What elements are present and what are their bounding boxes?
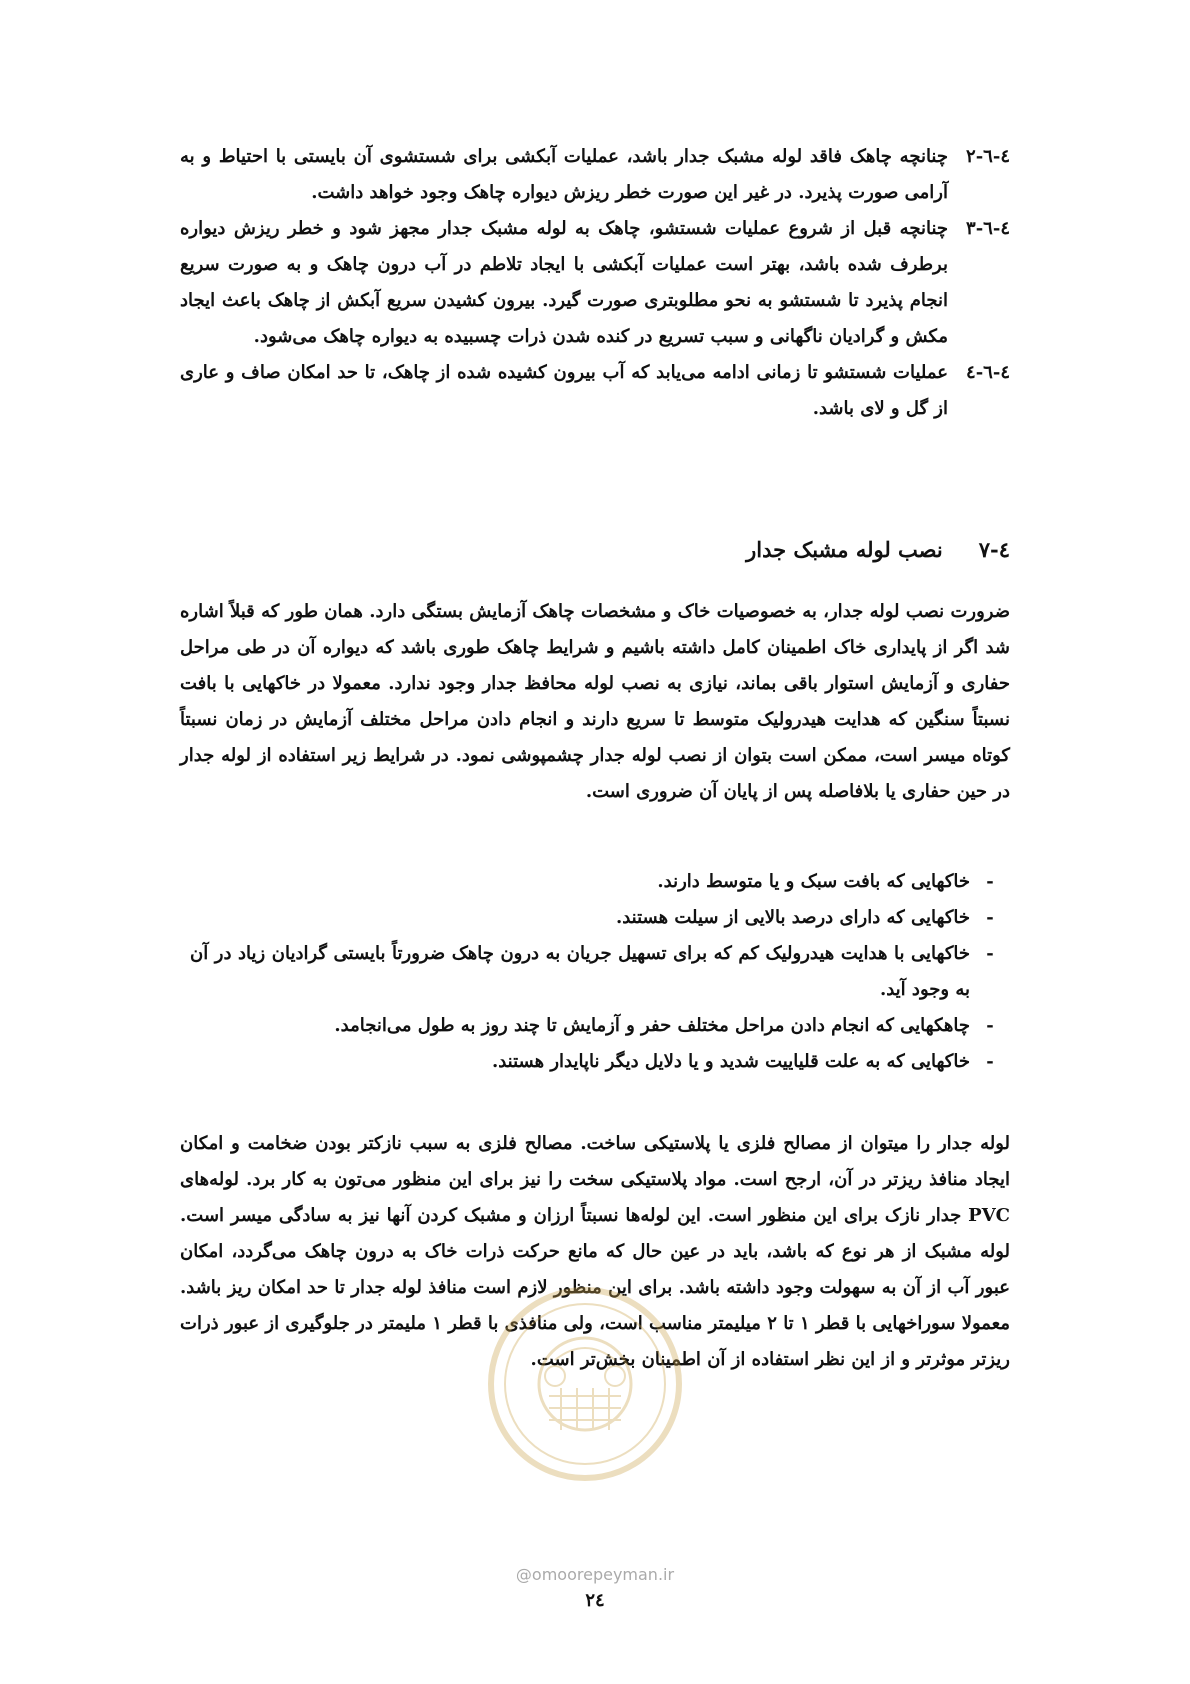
page-number: ٢٤ [585,1590,605,1611]
item-number: ٤-٦-٣ [966,218,1010,239]
list-item-text: خاکهایی که بافت سبک و یا متوسط دارند. [657,871,970,892]
bullet-marker: - [986,943,994,964]
list-item [180,1044,1010,1080]
numbered-item-4-6-4 [180,355,1010,427]
bullet-marker: - [986,1051,994,1072]
item-number: ٤-٦-٤ [966,362,1010,383]
bullet-marker: - [986,907,994,928]
list-item-text: خاکهایی با هدایت هیدرولیک کم که برای تسهیل جریان به درون چاهک ضرورتاً بایستی گرادیان زیاد در آن به وجود آید. [190,943,970,1000]
list-item [180,936,1010,1008]
numbered-item-4-6-2 [180,139,1010,211]
item-text: چنانچه چاهک فاقد لوله مشبک جدار باشد، عملیات آبکشی برای شستشوی آن بایستی با احتیاط و به آرامی صورت پذیرد. در غیر این صورت خطر ریزش دیواره چاهک وجود خواهد داشت. [180,146,948,203]
document-page [180,0,1010,1684]
list-item [180,864,1010,900]
paragraph-casing-necessity: ضرورت نصب لوله جدار، به خصوصیات خاک و مشخصات چاهک آزمایش بستگی دارد. همان طور که قبلاً اشاره شد اگر از پایداری خاک اطمینان کامل داشته باشیم و شرایط چاهک طوری باشد که دیواره آن در طی مراحل حفاری و آزمایش استوار باقی بماند، نیازی به نصب لوله محافظ جدار وجود ندارد. معمولا در خاکهایی با بافت نسبتاً سنگین که هدایت هیدرولیک متوسط تا سریع دارند و انجام دادن مراحل مختلف آزمایش در زمان نسبتاً کوتاه میسر است، ممکن است بتوان از نصب لوله جدار چشمپوشی نمود. در شرایط زیر استفاده از لوله جدار در حین حفاری یا بلافاصله پس از پایان آن ضروری است. [180,601,1010,802]
item-number: ٤-٦-٢ [966,146,1010,167]
bullet-marker: - [986,1015,994,1036]
list-item-text: خاکهایی که دارای درصد بالایی از سیلت هستند. [615,907,970,928]
bullet-list [180,864,1010,1080]
section-heading [746,532,1010,568]
list-item-text: خاکهایی که به علت قلیاییت شدید و یا دلایل دیگر ناپایدار هستند. [491,1051,970,1072]
list-item [180,900,1010,936]
paragraph-casing-materials: لوله جدار را میتوان از مصالح فلزی یا پلاستیکی ساخت. مصالح فلزی به سبب نازکتر بودن ضخامت و امکان ایجاد منافذ ریزتر در آن، ارجح است. مواد پلاستیکی سخت را نیز برای این منظور می‌تون به کار برد. لوله‌های PVC جدار نازک برای این منظور است. این لوله‌ها نسبتاً ارزان و مشبک کردن آنها نیز به سادگی میسر است. لوله مشبک از هر نوع که باشد، باید در عین حال که مانع حرکت ذرات خاک به درون چاهک می‌گردد، امکان عبور آب از آن به سهولت وجود داشته باشد. برای این منظور لازم است منافذ لوله جدار تا حد امکان ریز باشد. معمولا سوراخهایی با قطر ۱ تا ۲ میلیمتر مناسب است، ولی منافذی با قطر ۱ ملیمتر در جلوگیری از عبور ذرات ریزتر موثرتر و از این نظر استفاده از آن اطمینان بخش‌تر است. [180,1133,1011,1370]
item-text: عملیات شستشو تا زمانی ادامه می‌یابد که آب بیرون کشیده شده از چاهک، تا حد امکان صاف و عاری از گل و لای باشد. [180,362,948,419]
watermark-site-url: @omoorepeyman.ir [515,1565,675,1584]
list-item-text: چاهکهایی که انجام دادن مراحل مختلف حفر و آزمایش تا چند روز به طول می‌انجامد. [334,1015,970,1036]
item-text: چنانچه قبل از شروع عملیات شستشو، چاهک به لوله مشبک جدار مجهز شود و خطر ریزش دیواره برطرف شده باشد، بهتر است عملیات آبکشی با ایجاد تلاطم در آب درون چاهک و به صورت سریع انجام پذیرد تا شستشو به نحو مطلوبتری صورت گیرد. بیرون کشیدن سریع آبکش از چاهک باعث ایجاد مکش و گرادیان ناگهانی و سبب تسریع در کنده شدن ذرات چسبیده به دیواره چاهک می‌شود. [180,218,948,347]
numbered-item-4-6-3 [180,211,1010,355]
section-title: نصب لوله مشبک جدار [746,537,943,562]
list-item [180,1008,1010,1044]
section-number: ٤-٧ [978,537,1010,562]
bullet-marker: - [986,871,994,892]
